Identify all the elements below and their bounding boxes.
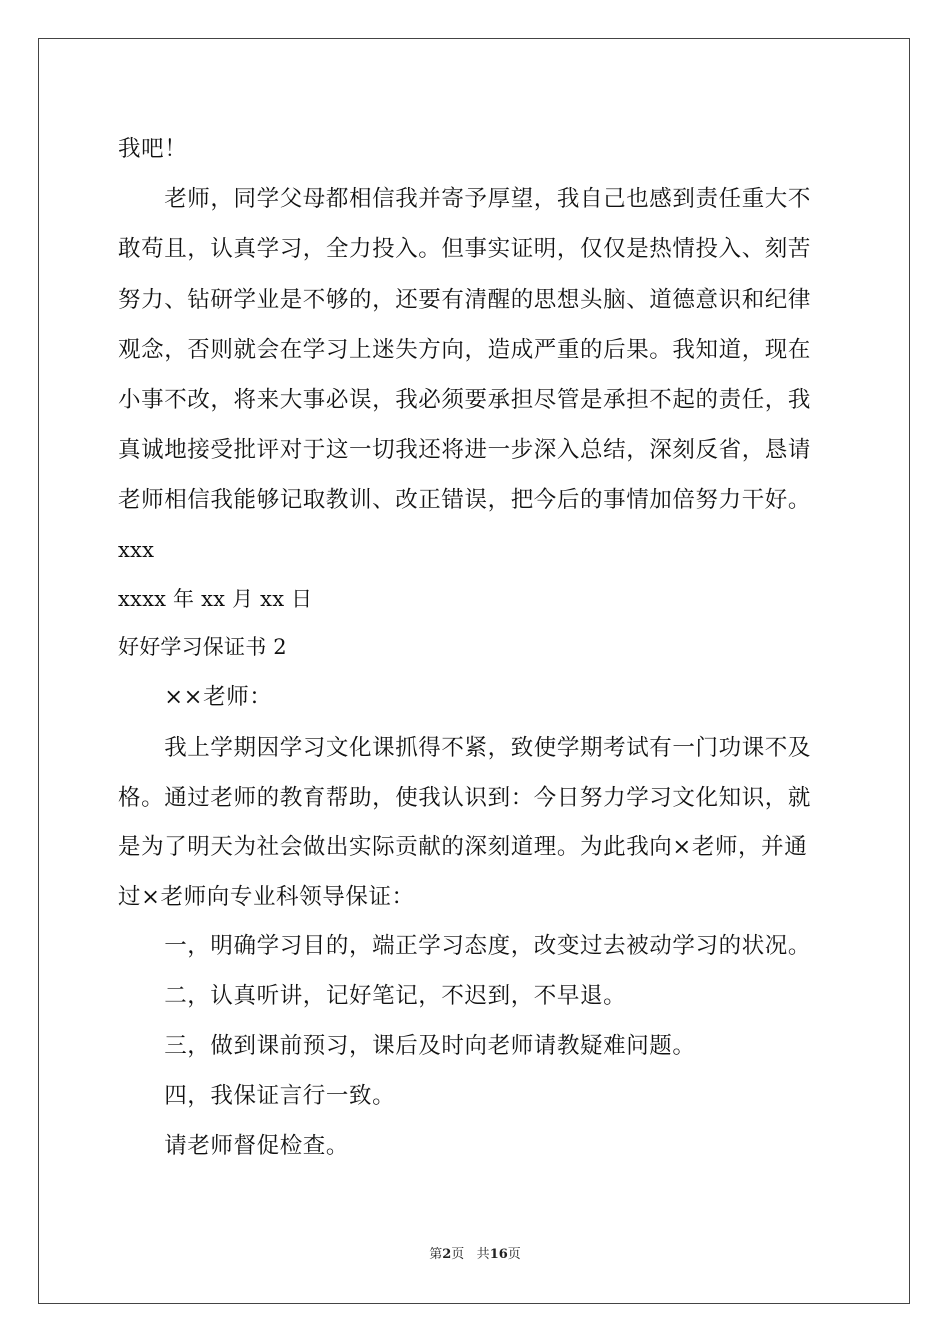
text-line: 我吧！ — [118, 136, 188, 162]
list-item: 一，明确学习目的，端正学习态度，改变过去被动学习的状况。 — [118, 933, 812, 959]
text-line: 观念，否则就会在学习上迷失方向，造成严重的后果。我知道，现在 — [118, 337, 812, 363]
list-item: 四，我保证言行一致。 — [118, 1083, 396, 1109]
text-line: 老师，同学父母都相信我并寄予厚望，我自己也感到责任重大不 — [118, 186, 812, 212]
total-suffix: 页 — [507, 1247, 521, 1262]
text-line: 敢苟且，认真学习，全力投入。但事实证明，仅仅是热情投入、刻苦 — [118, 236, 812, 262]
text-line: 小事不改，将来大事必误，我必须要承担尽管是承担不起的责任，我 — [118, 387, 812, 413]
total-prefix: 共 — [476, 1247, 490, 1262]
closing-line: 请老师督促检查。 — [118, 1133, 350, 1159]
text-line: 过×老师向专业科领导保证： — [118, 884, 415, 910]
list-item: 二，认真听讲，记好笔记，不迟到，不早退。 — [118, 983, 627, 1009]
text-line: 真诚地接受批评对于这一切我还将进一步深入总结，深刻反省，恳请 — [118, 437, 812, 463]
page-footer — [0, 1246, 950, 1264]
page-suffix: 页 — [451, 1247, 465, 1262]
signature-date: xxxx 年 xx 月 xx 日 — [118, 587, 313, 611]
text-line: 格。通过老师的教育帮助，使我认识到：今日努力学习文化知识，就 — [118, 785, 812, 811]
text-line: 努力、钻研学业是不够的，还要有清醒的思想头脑、道德意识和纪律 — [118, 287, 812, 313]
page-border — [38, 38, 910, 1304]
text-line: 是为了明天为社会做出实际贡献的深刻道理。为此我向×老师，并通 — [118, 834, 808, 860]
page-number: 2 — [442, 1247, 452, 1262]
list-item: 三，做到课前预习，课后及时向老师请教疑难问题。 — [118, 1033, 696, 1059]
signature-name: xxx — [118, 538, 155, 562]
text-line: 老师相信我能够记取教训、改正错误，把今后的事情加倍努力干好。 — [118, 487, 812, 513]
text-line: 我上学期因学习文化课抓得不紧，致使学期考试有一门功课不及 — [118, 735, 812, 761]
section-title: 好好学习保证书 2 — [118, 635, 287, 659]
salutation: ××老师： — [118, 684, 273, 710]
page-prefix: 第 — [429, 1247, 443, 1262]
total-pages: 16 — [489, 1247, 508, 1262]
